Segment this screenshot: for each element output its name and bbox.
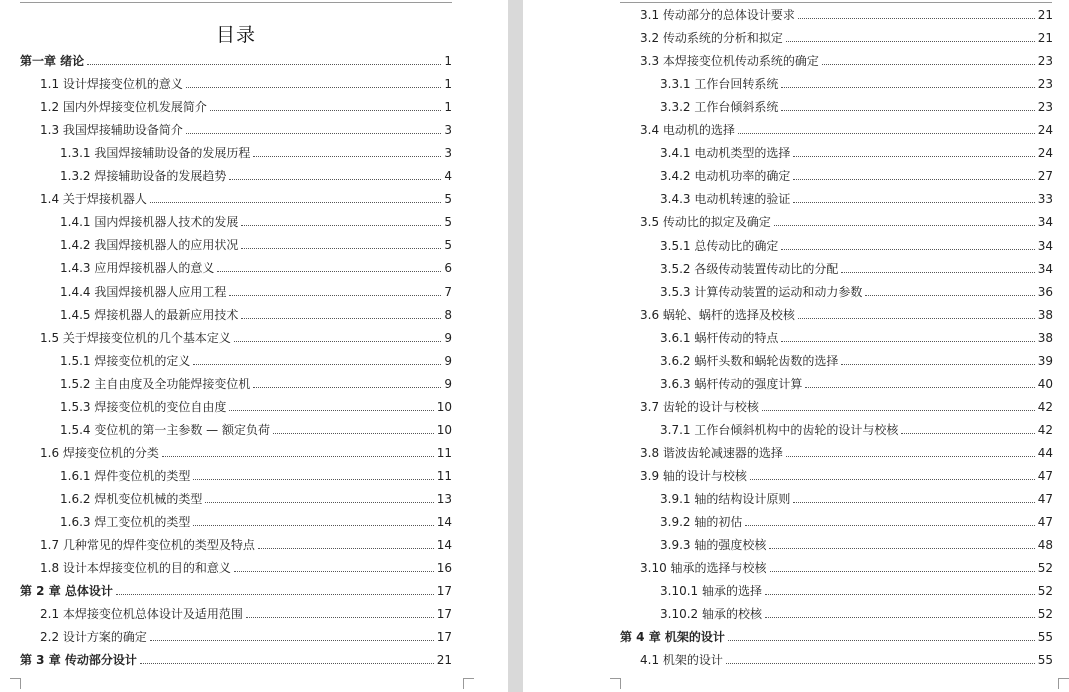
toc-entry[interactable] <box>40 445 452 461</box>
toc-entry-title: 1.5.2 主自由度及全功能焊接变位机 <box>60 376 251 391</box>
toc-entry-title: 3.5.3 计算传动装置的运动和动力参数 <box>660 284 863 299</box>
toc-entry-title: 3.4 电动机的选择 <box>640 123 735 138</box>
dot-leader <box>193 364 441 365</box>
dot-leader <box>822 64 1035 65</box>
dot-leader <box>217 271 441 272</box>
toc-entry-page: 27 <box>1037 169 1053 184</box>
toc-entry-title: 2.2 设计方案的确定 <box>40 630 147 645</box>
corner-mark <box>610 678 621 689</box>
toc-entry-page: 11 <box>436 468 452 483</box>
toc-entry-page: 24 <box>1037 146 1053 161</box>
dot-leader <box>193 525 433 526</box>
toc-entry-title: 1.4.5 焊接机器人的最新应用技术 <box>60 307 239 322</box>
toc-entry-title: 3.4.2 电动机功率的确定 <box>660 169 791 184</box>
toc-entry[interactable] <box>660 238 1053 254</box>
toc-entry-title: 3.6.1 蜗杆传动的特点 <box>660 330 779 345</box>
toc-entry-page: 13 <box>436 491 452 506</box>
toc-entry[interactable] <box>60 468 452 484</box>
toc-entry-page: 38 <box>1037 307 1053 322</box>
toc-entry-page: 52 <box>1037 561 1053 576</box>
toc-entry[interactable] <box>660 583 1053 599</box>
toc-entry[interactable] <box>640 399 1053 415</box>
toc-entry[interactable] <box>640 214 1053 230</box>
toc-entry-title: 1.4 关于焊接机器人 <box>40 192 147 207</box>
toc-entry-page: 16 <box>436 561 452 576</box>
toc-entry[interactable] <box>60 491 452 507</box>
top-rule <box>20 2 452 3</box>
toc-entry-page: 34 <box>1037 238 1053 253</box>
dot-leader <box>738 133 1035 134</box>
toc-entry-title: 3.10.1 轴承的选择 <box>660 584 762 599</box>
toc-entry-title: 3.5 传动比的拟定及确定 <box>640 215 771 230</box>
dot-leader <box>162 456 434 457</box>
toc-entry[interactable] <box>20 583 452 599</box>
toc-entry-page: 23 <box>1037 100 1053 115</box>
toc-entry[interactable] <box>640 7 1053 23</box>
toc-entry-title: 1.6.1 焊件变位机的类型 <box>60 468 191 483</box>
toc-entry[interactable] <box>60 422 452 438</box>
dot-leader <box>186 133 441 134</box>
dot-leader <box>87 64 441 65</box>
dot-leader <box>253 156 441 157</box>
toc-entry-page: 52 <box>1037 584 1053 599</box>
toc-entry[interactable] <box>60 237 452 253</box>
dot-leader <box>786 456 1035 457</box>
toc-entry-title: 3.9.3 轴的强度校核 <box>660 538 767 553</box>
toc-entry-title: 1.3.2 焊接辅助设备的发展趋势 <box>60 169 227 184</box>
toc-entry-page: 10 <box>436 399 452 414</box>
toc-entry-page: 9 <box>444 376 452 391</box>
toc-entry-title: 1.6.2 焊机变位机械的类型 <box>60 491 203 506</box>
toc-entry[interactable] <box>60 260 452 276</box>
dot-leader <box>241 318 441 319</box>
toc-entry-page: 9 <box>444 330 452 345</box>
toc-entry[interactable] <box>660 284 1053 300</box>
toc-entry-title: 1.4.1 国内焊接机器人技术的发展 <box>60 215 239 230</box>
toc-entry[interactable] <box>640 122 1053 138</box>
dot-leader <box>793 202 1034 203</box>
toc-entry-page: 47 <box>1037 469 1053 483</box>
toc-entry[interactable] <box>620 629 1053 645</box>
toc-entry-page: 3 <box>444 146 452 161</box>
toc-entry[interactable] <box>660 191 1053 207</box>
toc-entry-page: 1 <box>444 77 452 92</box>
toc-entry[interactable] <box>40 191 452 207</box>
toc-entry[interactable] <box>660 353 1053 369</box>
toc-entry-title: 3.8 谐波齿轮减速器的选择 <box>640 445 783 460</box>
toc-entry[interactable] <box>640 468 1053 484</box>
toc-entry-page: 4 <box>444 169 452 184</box>
toc-entry-title: 3.4.1 电动机类型的选择 <box>660 146 791 161</box>
toc-entry[interactable] <box>60 376 452 392</box>
toc-entry-page: 21 <box>1037 8 1053 22</box>
toc-entry-title: 第 2 章 总体设计 <box>20 584 113 599</box>
dot-leader <box>781 87 1034 88</box>
dot-leader <box>762 410 1035 411</box>
toc-entry-title: 3.10.2 轴承的校核 <box>660 607 762 622</box>
toc-entry[interactable] <box>40 606 452 622</box>
toc-entry-page: 24 <box>1037 123 1053 138</box>
toc-entry-page: 5 <box>444 192 452 207</box>
toc-entry[interactable] <box>20 53 452 69</box>
toc-entry[interactable] <box>640 652 1053 668</box>
toc-entry-page: 36 <box>1037 284 1053 299</box>
toc-entry[interactable] <box>60 353 452 369</box>
toc-entry-page: 39 <box>1037 353 1053 368</box>
toc-entry-page: 23 <box>1037 77 1053 92</box>
toc-entry-page: 38 <box>1037 330 1053 345</box>
toc-entry-title: 3.9.1 轴的结构设计原则 <box>660 492 791 507</box>
dot-leader <box>765 617 1035 618</box>
toc-entry-page: 17 <box>436 607 452 622</box>
toc-entry[interactable] <box>60 214 452 230</box>
toc-entry[interactable] <box>660 514 1053 530</box>
toc-title: 目录 <box>215 24 256 46</box>
toc-entry-page: 6 <box>444 261 452 276</box>
toc-entry-title: 1.5.1 焊接变位机的定义 <box>60 353 191 368</box>
dot-leader <box>770 571 1035 572</box>
toc-entry-page: 10 <box>436 422 452 437</box>
toc-entry[interactable] <box>40 560 452 576</box>
top-rule <box>620 2 1052 3</box>
dot-leader <box>793 179 1034 180</box>
dot-leader <box>229 179 441 180</box>
right-page <box>523 0 1069 692</box>
toc-entry[interactable] <box>60 307 452 323</box>
dot-leader <box>253 387 441 388</box>
toc-entry[interactable] <box>60 168 452 184</box>
toc-entry-title: 3.3 本焊接变位机传动系统的确定 <box>640 54 819 69</box>
toc-entry-title: 1.5.3 焊接变位机的变位自由度 <box>60 399 227 414</box>
toc-entry-page: 52 <box>1037 607 1053 622</box>
toc-entry-title: 3.2 传动系统的分析和拟定 <box>640 31 783 46</box>
toc-entry[interactable] <box>20 652 452 668</box>
toc-entry-title: 3.9.2 轴的初估 <box>660 515 743 530</box>
toc-entry-page: 42 <box>1037 422 1053 437</box>
toc-entry-title: 第一章 绪论 <box>20 54 85 68</box>
toc-entry-page: 8 <box>444 307 452 322</box>
toc-entry-title: 4.1 机架的设计 <box>640 653 723 668</box>
dot-leader <box>229 410 433 411</box>
toc-entry-title: 1.5 关于焊接变位机的几个基本定义 <box>40 330 231 345</box>
toc-entry-title: 3.3.1 工作台回转系统 <box>660 77 779 92</box>
toc-entry[interactable] <box>40 76 452 92</box>
toc-entry-title: 3.6.3 蜗杆传动的强度计算 <box>660 376 803 391</box>
toc-entry-page: 44 <box>1037 445 1053 460</box>
dot-leader <box>246 617 434 618</box>
toc-entry-title: 3.10 轴承的选择与校核 <box>640 561 767 576</box>
toc-entry-page: 34 <box>1037 261 1053 276</box>
toc-entry[interactable] <box>60 284 452 300</box>
dot-leader <box>745 525 1034 526</box>
dot-leader <box>774 225 1035 226</box>
toc-entry-title: 3.5.2 各级传动装置传动比的分配 <box>660 261 839 276</box>
toc-entry-title: 3.6 蜗轮、蜗杆的选择及校核 <box>640 307 795 322</box>
toc-entry[interactable] <box>660 376 1053 392</box>
dot-leader <box>210 110 441 111</box>
toc-entry-title: 3.5.1 总传动比的确定 <box>660 238 779 253</box>
toc-entry-title: 1.4.4 我国焊接机器人应用工程 <box>60 284 227 299</box>
dot-leader <box>273 433 434 434</box>
dot-leader <box>786 41 1035 42</box>
toc-entry-title: 1.4.2 我国焊接机器人的应用状况 <box>60 238 239 253</box>
toc-entry-title: 3.6.2 蜗杆头数和蜗轮齿数的选择 <box>660 353 839 368</box>
toc-entry-page: 7 <box>444 284 452 299</box>
dot-leader <box>901 433 1034 434</box>
toc-entry-title: 1.5.4 变位机的第一主参数 — 额定负荷 <box>60 422 270 437</box>
dot-leader <box>193 479 433 480</box>
dot-leader <box>234 341 441 342</box>
dot-leader <box>116 594 434 595</box>
toc-entry[interactable] <box>640 445 1053 461</box>
toc-entry-page: 11 <box>436 445 452 460</box>
dot-leader <box>241 225 441 226</box>
toc-entry-page: 47 <box>1037 492 1053 507</box>
toc-entry-page: 14 <box>436 515 452 529</box>
toc-entry-title: 1.6 焊接变位机的分类 <box>40 445 159 460</box>
dot-leader <box>865 295 1034 296</box>
toc-entry[interactable] <box>640 307 1053 323</box>
toc-entry-page: 9 <box>444 353 452 368</box>
toc-entry-page: 47 <box>1037 515 1053 530</box>
dot-leader <box>798 18 1035 19</box>
dot-leader <box>793 156 1034 157</box>
toc-entry-title: 1.3.1 我国焊接辅助设备的发展历程 <box>60 146 251 161</box>
dot-leader <box>781 110 1034 111</box>
toc-entry-page: 21 <box>436 653 452 668</box>
toc-entry[interactable] <box>640 560 1053 576</box>
dot-leader <box>805 387 1034 388</box>
dot-leader <box>186 87 441 88</box>
toc-entry-title: 第 3 章 传动部分设计 <box>20 653 137 668</box>
toc-entry[interactable] <box>660 606 1053 622</box>
toc-entry-title: 3.4.3 电动机转速的验证 <box>660 192 791 207</box>
toc-entry-page: 48 <box>1037 538 1053 553</box>
dot-leader <box>234 571 434 572</box>
toc-entry-page: 34 <box>1037 215 1053 230</box>
dot-leader <box>769 548 1034 549</box>
toc-entry-title: 1.1 设计焊接变位机的意义 <box>40 77 183 92</box>
corner-mark <box>10 678 21 689</box>
dot-leader <box>781 341 1034 342</box>
dot-leader <box>781 249 1034 250</box>
toc-entry-page: 55 <box>1037 630 1053 645</box>
toc-entry-page: 23 <box>1037 54 1053 69</box>
dot-leader <box>798 318 1035 319</box>
dot-leader <box>241 248 441 249</box>
dot-leader <box>150 202 441 203</box>
toc-entry[interactable] <box>660 145 1053 161</box>
dot-leader <box>258 548 434 549</box>
toc-entry[interactable] <box>660 168 1053 184</box>
toc-entry-title: 3.9 轴的设计与校核 <box>640 469 747 483</box>
dot-leader <box>150 640 434 641</box>
toc-entry[interactable] <box>640 53 1053 69</box>
dot-leader <box>728 640 1035 641</box>
corner-mark <box>463 678 474 689</box>
toc-entry-page: 5 <box>444 215 452 230</box>
dot-leader <box>750 479 1035 480</box>
toc-entry-title: 2.1 本焊接变位机总体设计及适用范围 <box>40 607 243 622</box>
toc-entry[interactable] <box>60 145 452 161</box>
toc-entry-title: 1.6.3 焊工变位机的类型 <box>60 515 191 529</box>
toc-entry-page: 14 <box>436 538 452 553</box>
toc-entry[interactable] <box>40 537 452 553</box>
dot-leader <box>140 663 434 664</box>
toc-entry-title: 1.2 国内外焊接变位机发展简介 <box>40 100 207 115</box>
toc-entry-title: 3.1 传动部分的总体设计要求 <box>640 8 795 22</box>
toc-entry-page: 55 <box>1037 653 1053 668</box>
toc-entry-page: 17 <box>436 584 452 599</box>
toc-entry-page: 17 <box>436 630 452 645</box>
toc-entry[interactable] <box>40 122 452 138</box>
toc-entry-title: 1.3 我国焊接辅助设备简介 <box>40 123 183 138</box>
dot-leader <box>726 663 1035 664</box>
toc-entry[interactable] <box>660 330 1053 346</box>
toc-entry[interactable] <box>660 491 1053 507</box>
corner-mark <box>1058 678 1069 689</box>
toc-entry-title: 3.7.1 工作台倾斜机构中的齿轮的设计与校核 <box>660 422 899 437</box>
dot-leader <box>765 594 1035 595</box>
toc-entry-page: 5 <box>444 238 452 253</box>
toc-entry[interactable] <box>40 99 452 115</box>
toc-entry[interactable] <box>60 514 452 530</box>
toc-entry-page: 1 <box>444 100 452 115</box>
toc-entry[interactable] <box>660 261 1053 277</box>
toc-entry-page: 21 <box>1037 31 1053 46</box>
page-gutter <box>508 0 523 692</box>
toc-entry-page: 1 <box>444 54 452 68</box>
toc-entry-title: 3.3.2 工作台倾斜系统 <box>660 100 779 115</box>
dot-leader <box>793 502 1034 503</box>
toc-entry[interactable] <box>660 76 1053 92</box>
dot-leader <box>841 272 1034 273</box>
toc-entry-title: 1.4.3 应用焊接机器人的意义 <box>60 261 215 276</box>
toc-entry-title: 第 4 章 机架的设计 <box>620 630 725 645</box>
toc-entry-page: 42 <box>1037 399 1053 414</box>
toc-entry[interactable] <box>60 399 452 415</box>
toc-entry[interactable] <box>660 537 1053 553</box>
toc-entry-page: 3 <box>444 123 452 138</box>
toc-entry-title: 1.7 几种常见的焊件变位机的类型及特点 <box>40 538 255 553</box>
left-page <box>0 0 508 692</box>
toc-entry-page: 33 <box>1037 192 1053 207</box>
dot-leader <box>205 502 433 503</box>
toc-entry-page: 40 <box>1037 376 1053 391</box>
toc-entry[interactable] <box>40 629 452 645</box>
toc-entry[interactable] <box>640 30 1053 46</box>
toc-entry-title: 1.8 设计本焊接变位机的目的和意义 <box>40 561 231 576</box>
toc-entry[interactable] <box>660 99 1053 115</box>
toc-entry-title: 3.7 齿轮的设计与校核 <box>640 399 759 414</box>
toc-entry[interactable] <box>40 330 452 346</box>
toc-entry[interactable] <box>660 422 1053 438</box>
dot-leader <box>229 295 441 296</box>
dot-leader <box>841 364 1034 365</box>
